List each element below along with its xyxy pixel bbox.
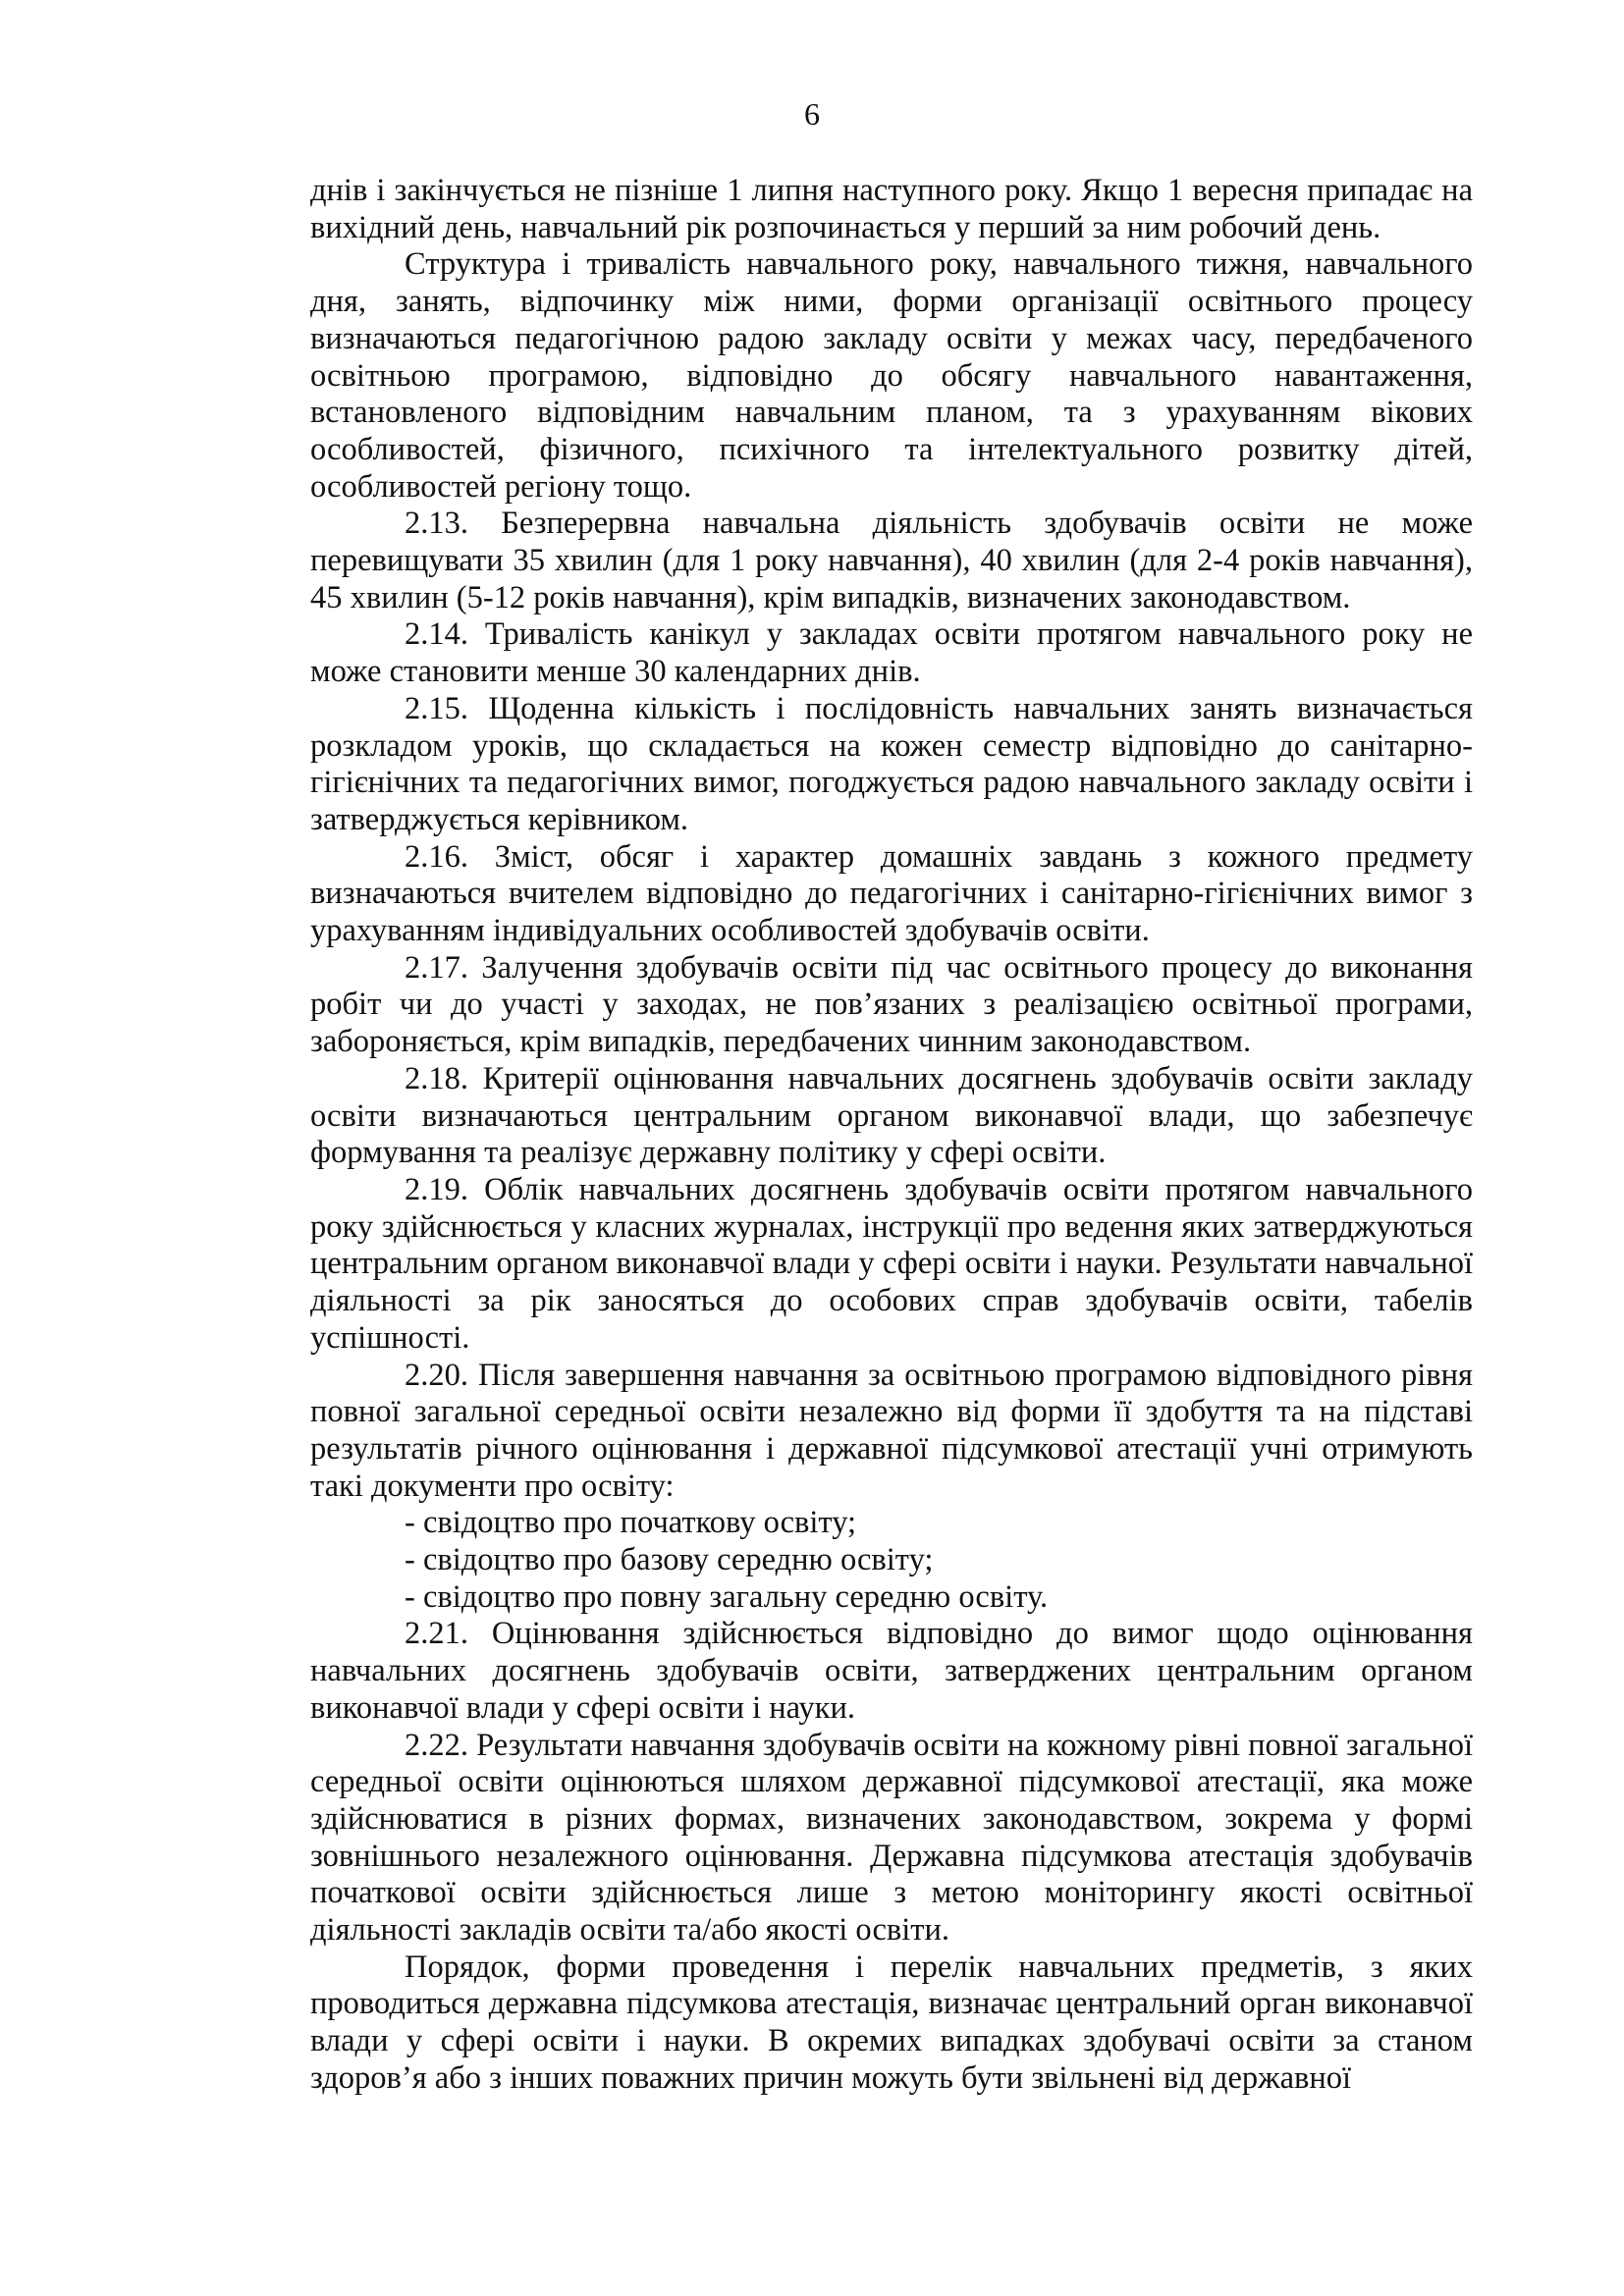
paragraph-continuation: днів і закінчується не пізніше 1 липня наступного року. Якщо 1 вересня припадає на вихідний день, навчальний рік розпочинається у перший за ним робочий день. (310, 173, 1473, 245)
paragraph-2-22: 2.22. Результати навчання здобувачів освіти на кожному рівні повної загальної середньої освіти оцінюються шляхом державної підсумкової атестації, яка може здійснюватися в різних формах, визначених законодавством, зокрема у формі зовнішнього незалежного оцінювання. Державна підсумкова атестація здобувачів початкової освіти здійснюється лише з метою моніторингу якості освітньої діяльності закладів освіти та/або якості освіти. (310, 1727, 1473, 1949)
paragraph-2-14: 2.14. Тривалість канікул у закладах освіти протягом навчального року не може становити менше 30 календарних днів. (310, 616, 1473, 690)
page-number: 6 (804, 96, 820, 132)
paragraph-2-20: 2.20. Після завершення навчання за освітньою програмою відповідного рівня повної загальної середньої освіти незалежно від форми її здобуття та на підставі результатів річного оцінювання і державної підсумкової атестації учні отримують такі документи про освіту: (310, 1357, 1473, 1504)
paragraph-order: Порядок, форми проведення і перелік навчальних предметів, з яких проводиться державна підсумкова атестація, визначає центральний орган виконавчої влади у сфері освіти і науки. В окремих випадках здобувачі освіти за станом здоров’я або з інших поважних причин можуть бути звільнені від державної (310, 1949, 1473, 2096)
list-item: - свідоцтво про початкову освіту; (405, 1505, 857, 1541)
paragraph-2-18: 2.18. Критерії оцінювання навчальних досягнень здобувачів освіти закладу освіти визначаються центральним органом виконавчої влади, що забезпечує формування та реалізує державну політику у сфері освіти. (310, 1060, 1473, 1171)
paragraph-2-21: 2.21. Оцінювання здійснюється відповідно до вимог щодо оцінювання навчальних досягнень здобувачів освіти, затверджених центральним органом виконавчої влади у сфері освіти і науки. (310, 1616, 1473, 1726)
document-body (310, 173, 1473, 2098)
paragraph-2-19: 2.19. Облік навчальних досягнень здобувачів освіти протягом навчального року здійснюється у класних журналах, інструкції про ведення яких затверджуються центральним органом виконавчої влади у сфері освіти і науки. Результати навчальної діяльності за рік заносяться до особових справ здобувачів освіти, табелів успішності. (310, 1171, 1473, 1356)
paragraph-2-17: 2.17. Залучення здобувачів освіти під час освітнього процесу до виконання робіт чи до участі у заходах, не пов’язаних з реалізацією освітньої програми, забороняється, крім випадків, передбачених чинним законодавством. (310, 949, 1473, 1060)
paragraph-2-13: 2.13. Безперервна навчальна діяльність здобувачів освіти не може перевищувати 35 хвилин (для 1 року навчання), 40 хвилин (для 2-4 років навчання), 45 хвилин (5-12 років навчання), крім випадків, визначених законодавством. (310, 506, 1473, 615)
paragraph-2-15: 2.15. Щоденна кількість і послідовність навчальних занять визначається розкладом уроків, що складається на кожен семестр відповідно до санітарно-гігієнічних та педагогічних вимог, погоджується радою навчального закладу освіти і затверджується керівником. (310, 690, 1473, 837)
list-item: - свідоцтво про повну загальну середню освіту. (405, 1578, 1049, 1615)
list-item: - свідоцтво про базову середню освіту; (405, 1542, 934, 1578)
paragraph-2-16: 2.16. Зміст, обсяг і характер домашніх завдань з кожного предмету визначаються вчителем відповідно до педагогічних і санітарно-гігієнічних вимог з урахуванням індивідуальних особливостей здобувачів освіти. (310, 838, 1473, 949)
paragraph-structure: Структура і тривалість навчального року, навчального тижня, навчального дня, занять, відпочинку між ними, форми організації освітнього процесу визначаються педагогічною радою закладу освіти у межах часу, передбаченого освітньою програмою, відповідно до обсягу навчального навантаження, встановленого відповідним навчальним планом, та з урахуванням вікових особливостей, фізичного, психічного та інтелектуального розвитку дітей, особливостей регіону тощо. (310, 246, 1473, 505)
